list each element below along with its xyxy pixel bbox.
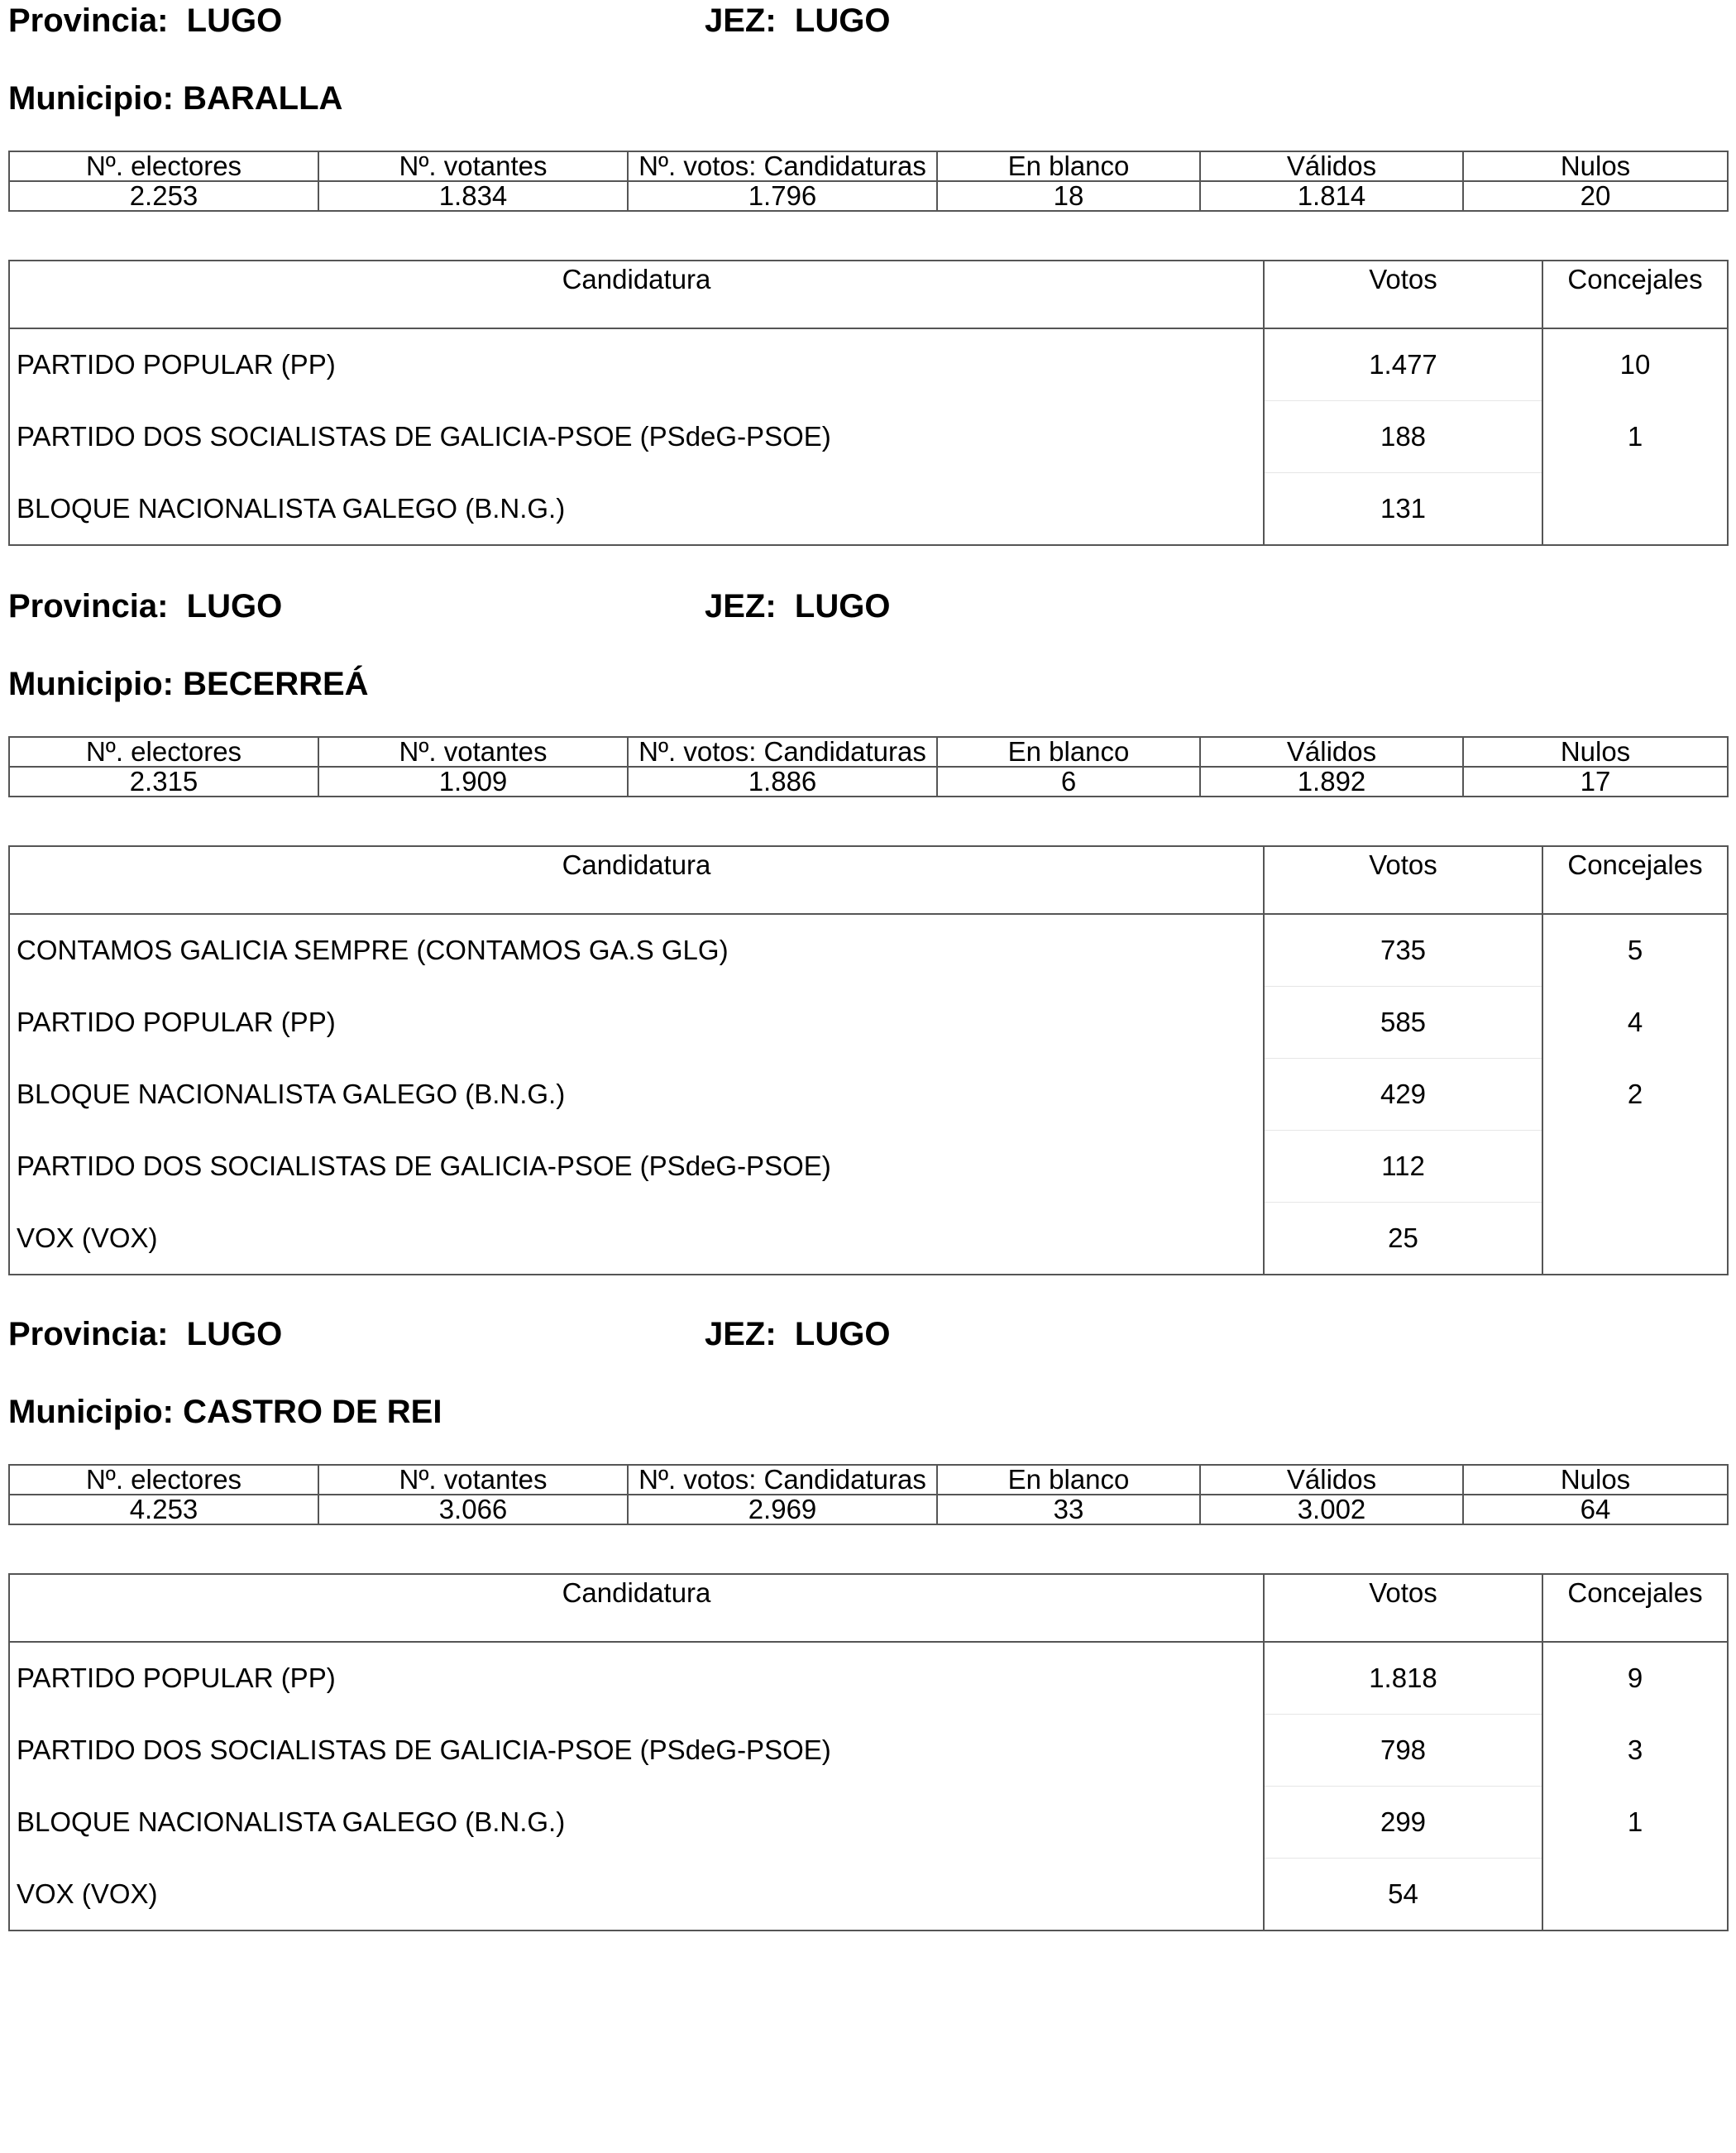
summary-header-cell: Nº. votantes	[318, 1465, 628, 1495]
table-row	[9, 473, 1728, 546]
candidates-header-row	[9, 261, 1728, 328]
candidate-concejales: 2	[1542, 1059, 1728, 1131]
summary-header-cell: Nº. votos: Candidaturas	[628, 1465, 937, 1495]
table-row	[9, 1642, 1728, 1715]
municipio-label: Municipio:	[8, 1394, 174, 1430]
provincia-line	[8, 587, 282, 625]
summary-header-cell: En blanco	[937, 1465, 1200, 1495]
summary-value-cell: 2.253	[9, 181, 318, 211]
summary-value-cell: 3.066	[318, 1495, 628, 1524]
provincia-value: LUGO	[186, 2, 283, 39]
summary-header-cell: Nº. electores	[9, 151, 318, 181]
candidate-votos: 54	[1264, 1859, 1542, 1931]
provincia-line	[8, 2, 282, 40]
summary-value-cell: 1.892	[1200, 767, 1463, 797]
candidate-concejales: 10	[1542, 328, 1728, 401]
candidate-votos: 735	[1264, 914, 1542, 987]
summary-header-cell: Nº. votantes	[318, 151, 628, 181]
summary-value-cell: 17	[1463, 767, 1728, 797]
candidate-concejales: 4	[1542, 987, 1728, 1059]
summary-value-cell: 1.796	[628, 181, 937, 211]
provincia-label: Provincia:	[8, 1316, 169, 1352]
summary-header-cell: Nulos	[1463, 737, 1728, 767]
col-concejales-header: Concejales	[1542, 261, 1728, 328]
municipio-label: Municipio:	[8, 666, 174, 702]
col-votos-header: Votos	[1264, 261, 1542, 328]
candidate-votos: 299	[1264, 1787, 1542, 1859]
summary-value-cell: 1.834	[318, 181, 628, 211]
summary-header-cell: Nº. votantes	[318, 737, 628, 767]
jez-value: LUGO	[794, 2, 891, 39]
summary-value-cell: 4.253	[9, 1495, 318, 1524]
provincia-label: Provincia:	[8, 2, 169, 39]
col-concejales-header: Concejales	[1542, 846, 1728, 914]
jez-label: JEZ:	[705, 588, 777, 624]
candidate-concejales: 9	[1542, 1642, 1728, 1715]
municipio-value: CASTRO DE REI	[183, 1394, 442, 1430]
summary-header-cell: En blanco	[937, 151, 1200, 181]
candidate-name: PARTIDO DOS SOCIALISTAS DE GALICIA-PSOE (PSdeG-PSOE)	[9, 1131, 1264, 1203]
municipio-line	[8, 79, 342, 117]
candidate-name: BLOQUE NACIONALISTA GALEGO (B.N.G.)	[9, 1059, 1264, 1131]
municipio-label: Municipio:	[8, 80, 174, 117]
summary-header-row	[9, 1465, 1728, 1495]
provincia-line	[8, 1315, 282, 1353]
candidate-name: PARTIDO POPULAR (PP)	[9, 328, 1264, 401]
summary-header-row	[9, 151, 1728, 181]
col-candidatura-header: Candidatura	[9, 846, 1264, 914]
candidates-table	[8, 260, 1729, 546]
summary-value-row	[9, 1495, 1728, 1524]
table-row	[9, 1715, 1728, 1787]
candidate-name: PARTIDO DOS SOCIALISTAS DE GALICIA-PSOE (PSdeG-PSOE)	[9, 1715, 1264, 1787]
summary-header-cell: Nº. votos: Candidaturas	[628, 737, 937, 767]
candidate-votos: 585	[1264, 987, 1542, 1059]
candidate-votos: 112	[1264, 1131, 1542, 1203]
candidate-name: BLOQUE NACIONALISTA GALEGO (B.N.G.)	[9, 473, 1264, 546]
table-row	[9, 328, 1728, 401]
summary-header-cell: Válidos	[1200, 1465, 1463, 1495]
municipio-line	[8, 665, 369, 703]
provincia-value: LUGO	[186, 588, 283, 624]
summary-value-row	[9, 767, 1728, 797]
provincia-value: LUGO	[186, 1316, 283, 1352]
jez-line	[705, 587, 890, 625]
candidate-name: CONTAMOS GALICIA SEMPRE (CONTAMOS GA.S GLG)	[9, 914, 1264, 987]
summary-header-cell: Nº. electores	[9, 1465, 318, 1495]
candidate-name: PARTIDO POPULAR (PP)	[9, 987, 1264, 1059]
summary-header-cell: Nº. electores	[9, 737, 318, 767]
table-row	[9, 1787, 1728, 1859]
summary-value-cell: 2.315	[9, 767, 318, 797]
summary-table	[8, 736, 1729, 797]
summary-value-cell: 1.814	[1200, 181, 1463, 211]
jez-value: LUGO	[794, 588, 891, 624]
table-row	[9, 1059, 1728, 1131]
summary-value-cell: 33	[937, 1495, 1200, 1524]
table-row	[9, 401, 1728, 473]
candidate-concejales	[1542, 1131, 1728, 1203]
candidate-concejales: 1	[1542, 401, 1728, 473]
municipio-value: BARALLA	[183, 80, 343, 117]
summary-value-row	[9, 181, 1728, 211]
candidates-header-row	[9, 1574, 1728, 1642]
table-row	[9, 987, 1728, 1059]
candidate-name: VOX (VOX)	[9, 1203, 1264, 1275]
candidate-votos: 1.818	[1264, 1642, 1542, 1715]
candidate-concejales: 1	[1542, 1787, 1728, 1859]
candidates-table	[8, 1573, 1729, 1931]
jez-value: LUGO	[794, 1316, 891, 1352]
candidate-votos: 1.477	[1264, 328, 1542, 401]
table-row	[9, 1203, 1728, 1275]
table-row	[9, 1859, 1728, 1931]
summary-table	[8, 1464, 1729, 1525]
candidate-name: BLOQUE NACIONALISTA GALEGO (B.N.G.)	[9, 1787, 1264, 1859]
summary-value-cell: 6	[937, 767, 1200, 797]
summary-value-cell: 64	[1463, 1495, 1728, 1524]
summary-header-cell: Nulos	[1463, 1465, 1728, 1495]
candidate-name: PARTIDO POPULAR (PP)	[9, 1642, 1264, 1715]
candidate-concejales	[1542, 1859, 1728, 1931]
col-candidatura-header: Candidatura	[9, 1574, 1264, 1642]
summary-table	[8, 151, 1729, 212]
candidate-votos: 131	[1264, 473, 1542, 546]
summary-value-cell: 1.909	[318, 767, 628, 797]
candidate-concejales	[1542, 1203, 1728, 1275]
summary-value-cell: 2.969	[628, 1495, 937, 1524]
jez-label: JEZ:	[705, 2, 777, 39]
col-votos-header: Votos	[1264, 846, 1542, 914]
summary-header-cell: Válidos	[1200, 737, 1463, 767]
table-row	[9, 1131, 1728, 1203]
col-concejales-header: Concejales	[1542, 1574, 1728, 1642]
candidate-concejales: 5	[1542, 914, 1728, 987]
candidate-votos: 798	[1264, 1715, 1542, 1787]
candidate-votos: 429	[1264, 1059, 1542, 1131]
provincia-label: Provincia:	[8, 588, 169, 624]
municipio-value: BECERREÁ	[183, 666, 369, 702]
candidate-name: PARTIDO DOS SOCIALISTAS DE GALICIA-PSOE (PSdeG-PSOE)	[9, 401, 1264, 473]
summary-value-cell: 20	[1463, 181, 1728, 211]
summary-value-cell: 1.886	[628, 767, 937, 797]
candidate-votos: 25	[1264, 1203, 1542, 1275]
jez-line	[705, 2, 890, 40]
summary-header-row	[9, 737, 1728, 767]
candidate-votos: 188	[1264, 401, 1542, 473]
summary-value-cell: 3.002	[1200, 1495, 1463, 1524]
jez-line	[705, 1315, 890, 1353]
summary-value-cell: 18	[937, 181, 1200, 211]
summary-header-cell: Válidos	[1200, 151, 1463, 181]
table-row	[9, 914, 1728, 987]
candidate-name: VOX (VOX)	[9, 1859, 1264, 1931]
summary-header-cell: Nº. votos: Candidaturas	[628, 151, 937, 181]
candidates-header-row	[9, 846, 1728, 914]
municipio-line	[8, 1393, 442, 1431]
col-candidatura-header: Candidatura	[9, 261, 1264, 328]
col-votos-header: Votos	[1264, 1574, 1542, 1642]
candidates-table	[8, 845, 1729, 1275]
jez-label: JEZ:	[705, 1316, 777, 1352]
summary-header-cell: En blanco	[937, 737, 1200, 767]
candidate-concejales	[1542, 473, 1728, 546]
candidate-concejales: 3	[1542, 1715, 1728, 1787]
summary-header-cell: Nulos	[1463, 151, 1728, 181]
